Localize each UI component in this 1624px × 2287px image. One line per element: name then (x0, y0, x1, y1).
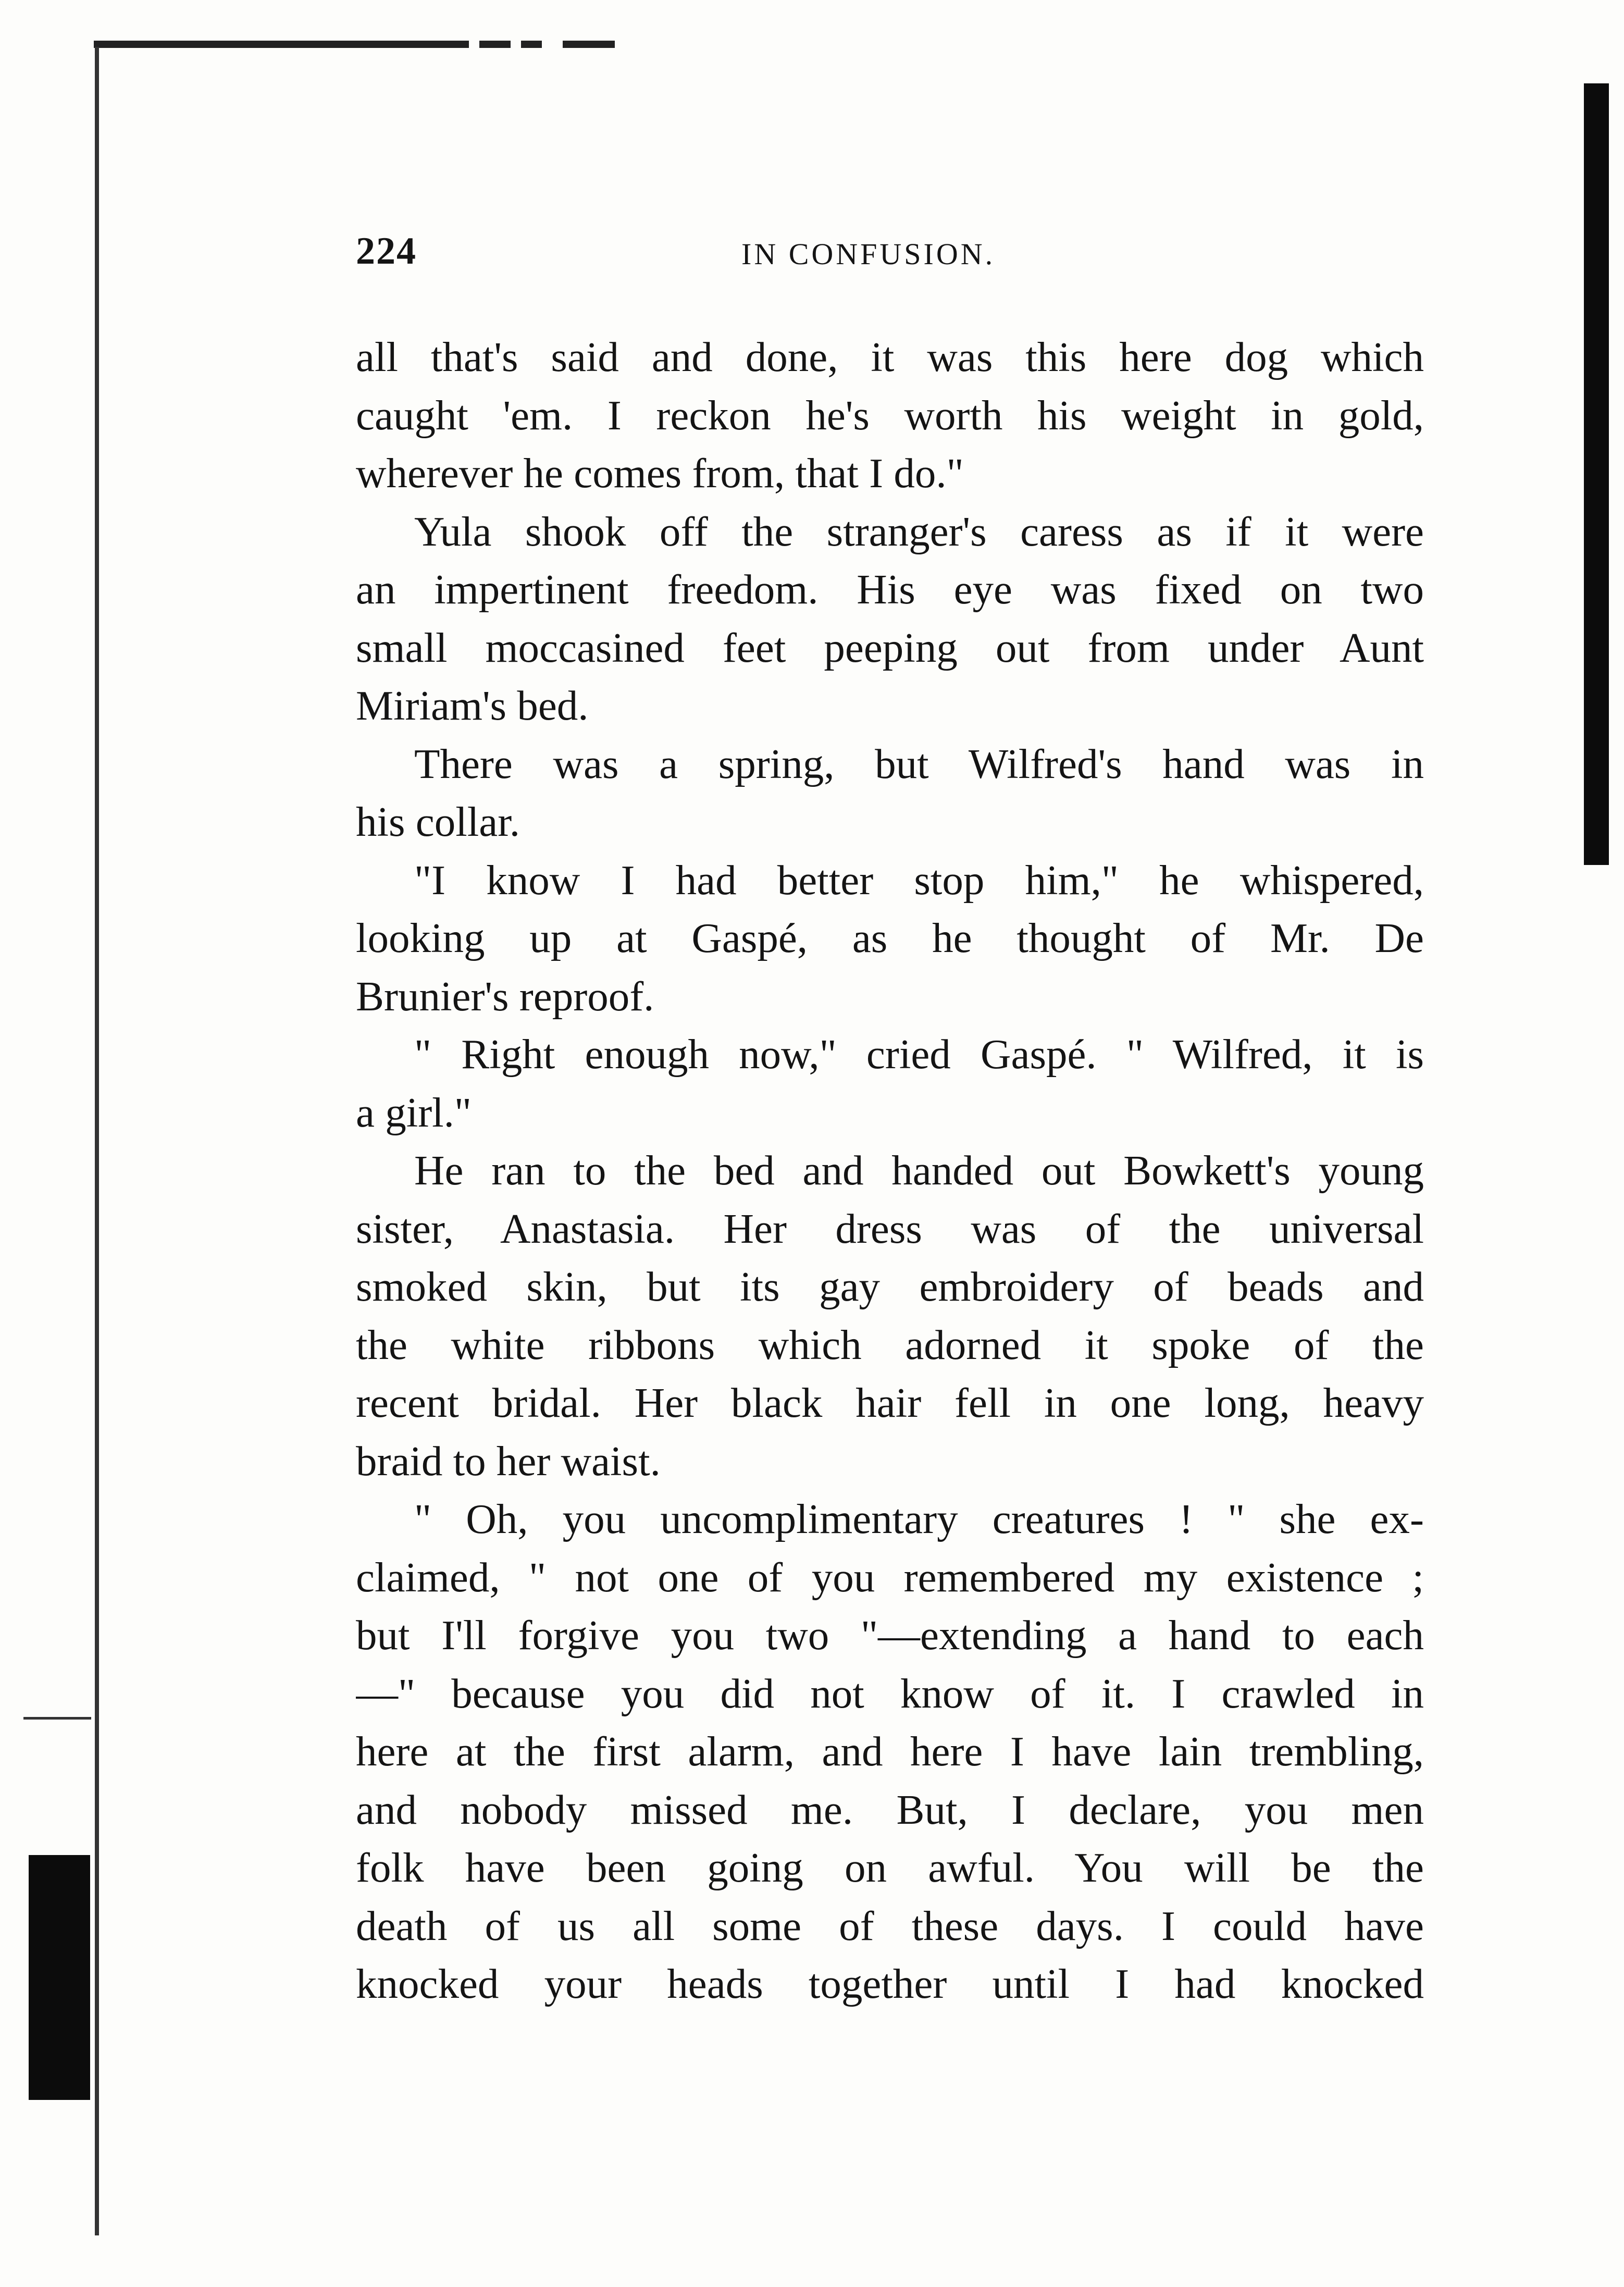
text-line: the white ribbons which adorned it spoke of the (356, 1321, 1424, 1368)
text-line: Miriam's bed. (356, 682, 589, 729)
text-line: an impertinent freedom. His eye was fixed on two (356, 566, 1424, 613)
page-header (356, 229, 1424, 287)
text-line: wherever he comes from, that I do." (356, 450, 964, 497)
text-line: smoked skin, but its gay embroidery of beads and (356, 1263, 1424, 1310)
text-line: folk have been going on awful. You will be the (356, 1844, 1424, 1891)
text-line: recent bridal. Her black hair fell in one long, heavy (356, 1379, 1424, 1426)
text-line: There was a spring, but Wilfred's hand was in (414, 740, 1424, 787)
page-number: 224 (356, 230, 417, 273)
text-line: and nobody missed me. But, I declare, you men (356, 1786, 1424, 1833)
text-line: caught 'em. I reckon he's worth his weight in gold, (356, 391, 1424, 439)
text-line: a girl." (356, 1089, 472, 1136)
body-text (356, 328, 1424, 2013)
text-line: all that's said and done, it was this here dog which (356, 333, 1424, 380)
text-line: his collar. (356, 798, 520, 845)
text-line: —" because you did not know of it. I crawled in (356, 1670, 1424, 1717)
scan-edge-left (95, 47, 99, 2235)
text-line: He ran to the bed and handed out Bowkett's young (414, 1147, 1424, 1194)
scan-bar-right (1584, 83, 1609, 865)
text-line: claimed, " not one of you remembered my existence ; (356, 1553, 1424, 1601)
text-line: death of us all some of these days. I could have (356, 1902, 1424, 1949)
scan-line-left (23, 1717, 91, 1720)
scan-bar-left (29, 1855, 90, 2100)
text-line: Yula shook off the stranger's caress as if it were (414, 508, 1424, 555)
scan-edge-top (94, 41, 615, 48)
text-line: sister, Anastasia. Her dress was of the universal (356, 1205, 1424, 1252)
text-line: " Oh, you uncomplimentary creatures ! " she ex- (414, 1495, 1424, 1542)
text-line: here at the first alarm, and here I have lain trembling, (356, 1728, 1424, 1775)
text-line: small moccasined feet peeping out from under Aunt (356, 624, 1424, 671)
text-line: knocked your heads together until I had knocked (356, 1960, 1424, 2007)
text-line: braid to her waist. (356, 1437, 661, 1485)
text-line: " Right enough now," cried Gaspé. " Wilfred, it is (414, 1031, 1424, 1078)
text-line: Brunier's reproof. (356, 972, 654, 1020)
text-line: "I know I had better stop him," he whispered, (414, 856, 1424, 904)
text-line: but I'll forgive you two "—extending a hand to each (356, 1612, 1424, 1659)
running-head: IN CONFUSION. (741, 237, 996, 271)
text-line: looking up at Gaspé, as he thought of Mr. De (356, 914, 1424, 961)
